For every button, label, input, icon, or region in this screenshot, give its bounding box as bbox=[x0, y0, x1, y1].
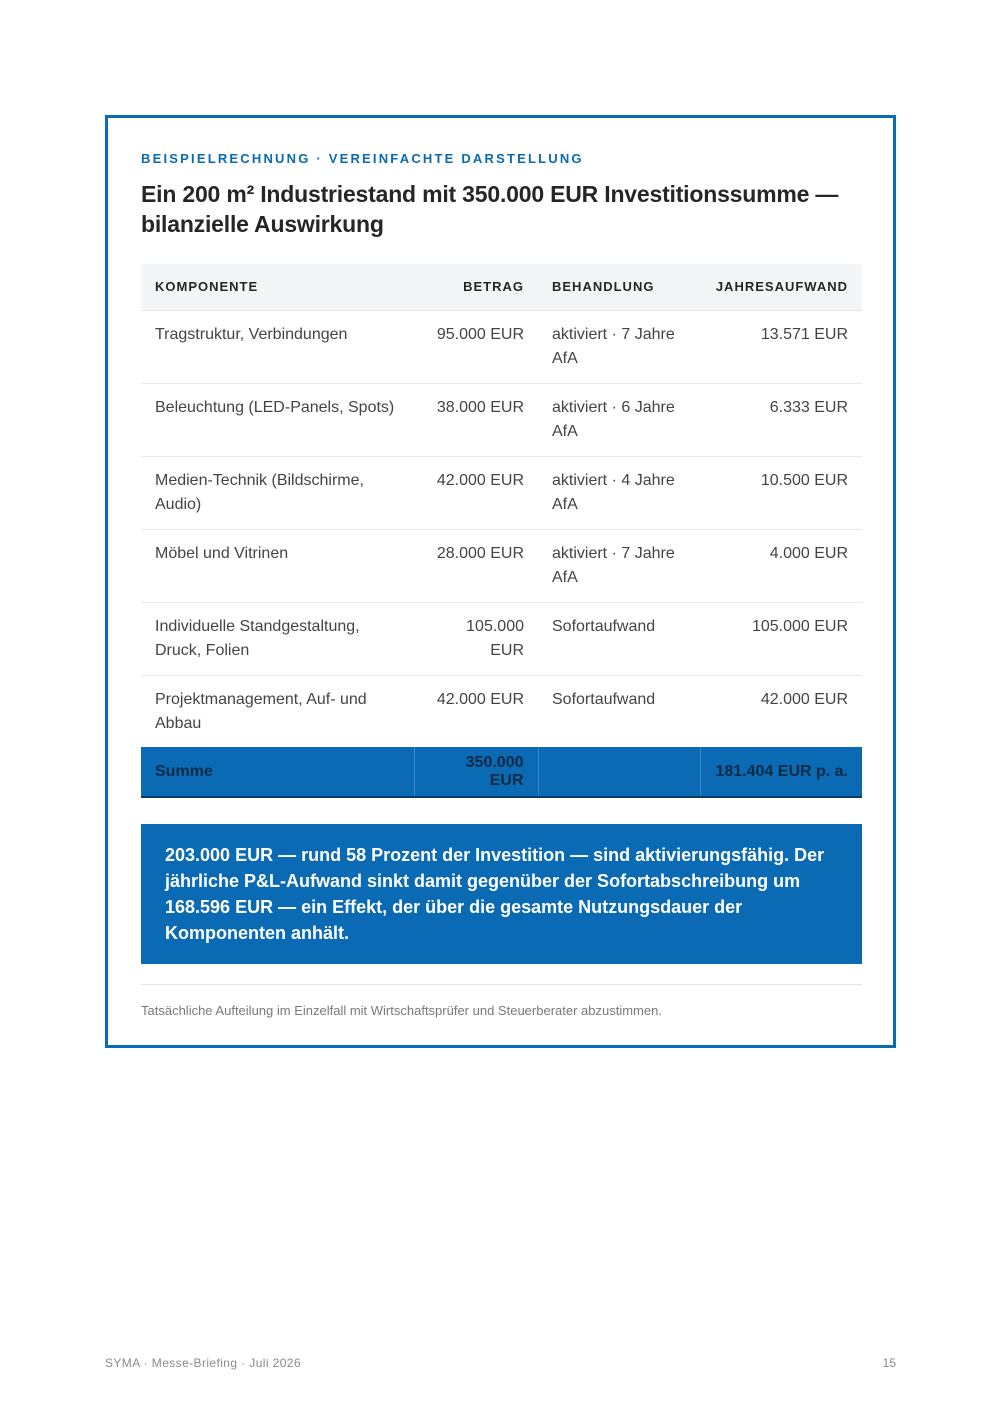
card-title: Ein 200 m² Industriestand mit 350.000 EUR Investitionssumme — bilanzielle Auswirkung bbox=[141, 181, 839, 237]
cell-treatment: aktiviert · 6 Jahre AfA bbox=[538, 383, 700, 456]
cell-annual: 10.500 EUR bbox=[700, 456, 862, 529]
table-row bbox=[141, 310, 862, 383]
total-label: Summe bbox=[141, 747, 414, 797]
header-amount: BETRAG bbox=[414, 264, 538, 310]
table-header-row bbox=[141, 264, 862, 310]
cell-amount: 42.000 EUR bbox=[436, 690, 524, 708]
table-row bbox=[141, 675, 862, 747]
cell-amount: 38.000 EUR bbox=[414, 383, 538, 456]
header-component: KOMPONENTE bbox=[141, 264, 414, 310]
cell-treatment: aktiviert · 7 Jahre AfA bbox=[538, 529, 700, 602]
cell-component: Tragstruktur, Verbindungen bbox=[141, 310, 414, 383]
cell-annual: 4.000 EUR bbox=[700, 529, 862, 602]
cell-treatment: aktiviert · 4 Jahre AfA bbox=[538, 456, 700, 529]
cell-annual: 42.000 EUR bbox=[760, 690, 848, 708]
cell-annual: 13.571 EUR bbox=[700, 310, 862, 383]
highlight-text: 203.000 EUR — rund 58 Prozent der Investition — sind aktivierungsfähig. Der jährliche P&L-Aufwand sinkt damit gegenüber der Sofortabschreibung um 168.596 EUR — ein Effekt, der über die gesamte Nutzungsdauer der Komponenten anhält. bbox=[165, 845, 825, 943]
cell-amount: 95.000 EUR bbox=[414, 310, 538, 383]
footer-publication: SYMA · Messe-Briefing · Juli 2026 bbox=[105, 1356, 301, 1370]
cell-treatment: Sofortaufwand bbox=[538, 602, 700, 675]
cell-component: Möbel und Vitrinen bbox=[141, 529, 414, 602]
header-treatment: BEHANDLUNG bbox=[538, 264, 700, 310]
header-annual: JAHRESAUFWAND bbox=[700, 264, 862, 310]
cell-amount: 105.000 EUR bbox=[414, 602, 538, 675]
total-annual: 181.404 EUR p. a. bbox=[700, 747, 862, 797]
total-treatment bbox=[538, 747, 700, 797]
cell-annual: 6.333 EUR bbox=[700, 383, 862, 456]
cell-component: Individuelle Standgestaltung, Druck, Folien bbox=[141, 602, 414, 675]
components-table bbox=[141, 264, 862, 798]
divider bbox=[141, 984, 862, 985]
example-calculation-card bbox=[105, 115, 896, 1048]
page-number: 15 bbox=[882, 1356, 896, 1370]
highlight-box bbox=[141, 824, 862, 964]
table-row bbox=[141, 456, 862, 529]
cell-component: Projektmanagement, Auf- und Abbau bbox=[155, 690, 367, 732]
cell-treatment: Sofortaufwand bbox=[552, 690, 656, 708]
table-row bbox=[141, 529, 862, 602]
table-row bbox=[141, 383, 862, 456]
table-total-row bbox=[141, 747, 862, 797]
card-eyebrow: BEISPIELRECHNUNG · VEREINFACHTE DARSTELLUNG bbox=[141, 151, 584, 166]
cell-component: Beleuchtung (LED-Panels, Spots) bbox=[141, 383, 414, 456]
cell-amount: 28.000 EUR bbox=[414, 529, 538, 602]
total-amount: 350.000 EUR bbox=[414, 747, 538, 797]
cell-annual: 105.000 EUR bbox=[700, 602, 862, 675]
table-row bbox=[141, 602, 862, 675]
cell-amount: 42.000 EUR bbox=[414, 456, 538, 529]
cell-component: Medien-Technik (Bildschirme, Audio) bbox=[141, 456, 414, 529]
footnote: Tatsächliche Aufteilung im Einzelfall mit Wirtschaftsprüfer und Steuerberater abzustimmen. bbox=[141, 1003, 662, 1018]
cell-treatment: aktiviert · 7 Jahre AfA bbox=[538, 310, 700, 383]
